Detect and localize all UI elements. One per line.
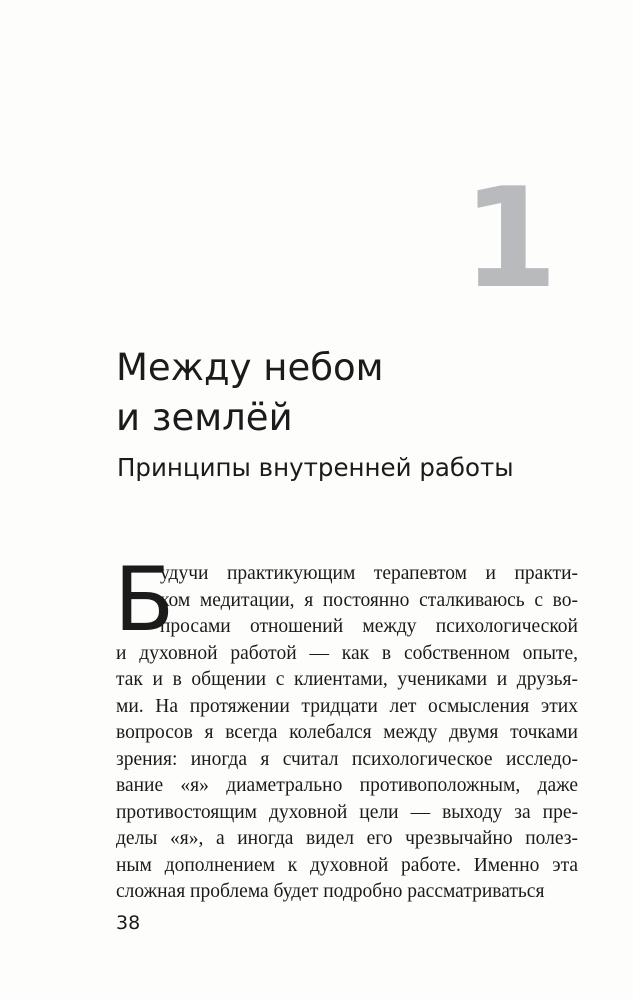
text-line: вание «я» диаметрально противоположным, даже	[116, 775, 578, 796]
drop-cap: Б	[114, 548, 175, 651]
chapter-title-line-1: Между небом	[116, 346, 384, 389]
text-line: просами отношений между психологической	[160, 616, 578, 637]
text-line: противостоящим духовной цели — выходу за пре-	[116, 801, 578, 823]
page-number: 38	[116, 912, 141, 934]
chapter-number: 1	[461, 158, 558, 319]
body-paragraph	[116, 561, 578, 906]
text-line: так и в общении с клиентами, учениками и друзья-	[116, 669, 578, 690]
chapter-title	[116, 343, 384, 443]
text-line: ми. На протяжении тридцати лет осмысления этих	[116, 695, 578, 717]
text-line: ком медитации, я постоянно сталкиваюсь с во-	[160, 589, 578, 611]
text-line: зрения: иногда я считал психологическое исследо-	[116, 748, 578, 770]
text-line: удучи практикующим терапевтом и практи-	[160, 563, 578, 584]
text-line: вопросов я всегда колебался между двумя точками	[116, 722, 578, 743]
text-line: и духовной работой — как в собственном опыте,	[116, 642, 578, 664]
chapter-subtitle: Принципы внутренней работы	[117, 453, 514, 482]
text-line: ным дополнением к духовной работе. Именно эта	[116, 854, 578, 876]
text-line: сложная проблема будет подробно рассматриваться	[116, 881, 545, 902]
chapter-title-line-2: и землёй	[116, 396, 293, 439]
text-line: делы «я», а иногда видел его чрезвычайно полез-	[116, 828, 578, 849]
